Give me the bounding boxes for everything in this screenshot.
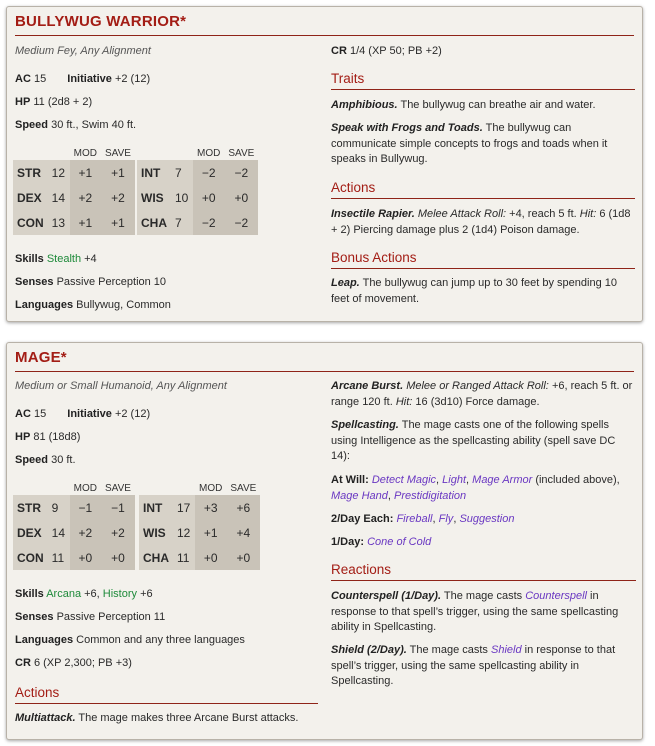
mage-skills-line	[15, 588, 153, 600]
ability-score: 11	[173, 545, 195, 570]
ability-save: +4	[226, 520, 260, 545]
languages-value: Bullywug, Common	[76, 299, 171, 311]
ability-save: +0	[226, 545, 260, 570]
ability-save: −2	[224, 210, 258, 235]
reactions-header: Reactions	[331, 562, 636, 581]
separator: ,	[432, 513, 436, 525]
cr-value: 6 (XP 2,300; PB +3)	[33, 657, 132, 669]
ability-save: −2	[224, 160, 258, 185]
ability-save: +0	[101, 545, 135, 570]
save-header: SAVE	[228, 147, 255, 159]
ability-name: INT	[137, 160, 171, 185]
spell-cone-of-cold-link[interactable]: Cone of Cold	[367, 536, 432, 548]
skill-history-value: +6	[140, 588, 153, 600]
action-text: The mage casts one of the following spells using Intelligence as the spellcasting ability (spell save DC 14):	[331, 419, 616, 462]
attack-roll-label: Melee Attack Roll:	[417, 208, 507, 220]
skill-stealth-value: +4	[84, 253, 97, 265]
ac-value: 15	[33, 408, 47, 420]
trait-name: Amphibious.	[331, 99, 398, 111]
initiative-label: Initiative	[67, 408, 112, 420]
ability-score: 12	[173, 520, 195, 545]
ability-score: 7	[171, 160, 193, 185]
save-header: SAVE	[230, 482, 257, 494]
action-text: The mage makes three Arcane Burst attacks.	[78, 712, 299, 724]
mage-subtitle: Medium or Small Humanoid, Any Alignment	[15, 380, 227, 392]
bullywug-cr-line	[331, 45, 442, 57]
ability-mod: +1	[195, 520, 226, 545]
spell-mage-armor-link[interactable]: Mage Armor	[472, 474, 533, 486]
reaction-text: The mage casts	[443, 590, 523, 602]
skills-label: Skills	[15, 588, 44, 600]
cr-label: CR	[331, 45, 347, 57]
spell-frequency-label: At Will:	[331, 474, 369, 486]
bullywug-subtitle: Medium Fey, Any Alignment	[15, 45, 151, 57]
reaction-counterspell	[331, 589, 629, 636]
senses-label: Senses	[15, 276, 54, 288]
ability-mod: +2	[70, 185, 101, 210]
ability-save: +2	[101, 520, 135, 545]
initiative-value: +2 (12)	[114, 408, 151, 420]
separator: ,	[466, 474, 470, 486]
ability-save: +6	[226, 495, 260, 520]
mage-title: MAGE*	[15, 349, 634, 372]
ability-row	[13, 185, 135, 210]
ability-row	[13, 495, 135, 520]
languages-value: Common and any three languages	[76, 634, 245, 646]
ac-label: AC	[15, 408, 31, 420]
trait-text: The bullywug can communicate simple concepts to frogs and toads when it speaks in Bullywug.	[331, 122, 608, 165]
ability-mod: +1	[70, 210, 101, 235]
reaction-name: Counterspell (1/Day).	[331, 590, 442, 602]
ability-row	[139, 520, 260, 545]
trait-amphibious	[331, 98, 631, 114]
ability-name: DEX	[13, 520, 48, 545]
reaction-text: in response to that spell’s trigger, using the same spellcasting ability in Spellcasting.	[331, 590, 619, 633]
ability-name: INT	[139, 495, 173, 520]
ability-save: −1	[101, 495, 135, 520]
reaction-text: The mage casts	[409, 644, 488, 656]
cr-value: 1/4 (XP 50; PB +2)	[349, 45, 442, 57]
spell-fireball-link[interactable]: Fireball	[396, 513, 433, 525]
action-name: Leap.	[331, 277, 360, 289]
mod-header: MOD	[73, 482, 98, 494]
mage-speed-line	[15, 454, 76, 466]
action-name: Insectile Rapier.	[331, 208, 415, 220]
senses-value: Passive Perception 11	[56, 611, 166, 623]
ability-mod: +0	[70, 545, 101, 570]
bullywug-stat-block	[6, 6, 643, 322]
bullywug-skills-line	[15, 253, 97, 265]
action-multiattack	[15, 711, 318, 727]
spell-fly-link[interactable]: Fly	[438, 513, 454, 525]
ability-score: 11	[48, 545, 70, 570]
reaction-text: in response to that spell’s trigger, using the same spellcasting ability in Spellcasting.	[331, 644, 616, 687]
skills-label: Skills	[15, 253, 44, 265]
hit-label: Hit:	[579, 208, 597, 220]
ability-row	[137, 185, 258, 210]
ability-row	[139, 545, 260, 570]
spells-one-per-day	[331, 535, 637, 551]
bullywug-ac-line	[15, 73, 150, 85]
ability-mod: −2	[193, 160, 224, 185]
ability-score: 13	[48, 210, 70, 235]
spell-mage-hand-link[interactable]: Mage Hand	[331, 489, 388, 502]
ability-name: DEX	[13, 185, 48, 210]
actions-header: Actions	[15, 685, 318, 704]
mage-stat-block	[6, 342, 643, 740]
ability-mod: −2	[193, 210, 224, 235]
bullywug-senses-line	[15, 276, 166, 288]
bonus-actions-header: Bonus Actions	[331, 250, 635, 269]
trait-name: Speak with Frogs and Toads.	[331, 122, 483, 134]
bullywug-languages-line	[15, 299, 171, 311]
mod-header: MOD	[73, 147, 98, 159]
skill-arcana-link[interactable]: Arcana	[46, 588, 82, 600]
senses-value: Passive Perception 10	[56, 276, 167, 288]
spell-light-link[interactable]: Light	[442, 474, 467, 486]
mage-ac-line	[15, 408, 150, 420]
ability-name: CON	[13, 210, 48, 235]
ac-label: AC	[15, 73, 31, 85]
hit-label: Hit:	[395, 395, 413, 408]
ability-mod: +1	[70, 160, 101, 185]
skill-history-link[interactable]: History	[102, 588, 138, 600]
ability-mod: +3	[195, 495, 226, 520]
ability-save: +2	[101, 185, 135, 210]
spell-shield-link[interactable]: Shield	[490, 644, 522, 656]
speed-label: Speed	[15, 454, 49, 466]
mage-abilities-right	[139, 481, 260, 570]
ability-save: +1	[101, 160, 135, 185]
mod-header: MOD	[199, 482, 223, 494]
spell-suggestion-link[interactable]: Suggestion	[459, 513, 515, 525]
languages-label: Languages	[15, 634, 74, 646]
ability-score: 14	[48, 185, 70, 210]
mage-languages-line	[15, 634, 245, 646]
ability-score: 17	[173, 495, 195, 520]
bullywug-speed-line	[15, 119, 136, 131]
action-name: Multiattack.	[15, 712, 76, 724]
hit-damage: 6 (1d8 + 2) Piercing damage plus 2 (1d4) Poison damage.	[331, 208, 631, 236]
ability-name: WIS	[137, 185, 171, 210]
ability-name: CON	[13, 545, 48, 570]
speed-label: Speed	[15, 119, 49, 131]
skill-arcana-value: +6,	[84, 588, 100, 600]
ability-save: +1	[101, 210, 135, 235]
save-header: SAVE	[105, 147, 131, 159]
action-name: Spellcasting.	[331, 419, 399, 431]
hp-label: HP	[15, 431, 31, 443]
ability-score: 14	[48, 520, 70, 545]
action-text: The bullywug can jump up to 30 feet by spending 10 feet of movement.	[331, 277, 617, 305]
separator: ,	[387, 489, 391, 502]
ability-mod: +0	[195, 545, 226, 570]
ability-row	[137, 210, 258, 235]
separator: ,	[453, 513, 457, 525]
ability-mod: −1	[70, 495, 101, 520]
spell-note: (included above),	[535, 474, 620, 486]
ability-row	[137, 160, 258, 185]
action-spellcasting	[331, 418, 631, 465]
save-header: SAVE	[105, 482, 131, 494]
hp-label: HP	[15, 96, 31, 108]
spells-two-per-day	[331, 512, 637, 528]
mage-senses-line	[15, 611, 165, 623]
reaction-name: Shield (2/Day).	[331, 644, 407, 656]
senses-label: Senses	[15, 611, 54, 623]
actions-header: Actions	[331, 180, 635, 199]
spell-frequency-label: 1/Day:	[331, 536, 365, 548]
ability-name: CHA	[137, 210, 171, 235]
ability-score: 12	[48, 160, 70, 185]
spell-counterspell-link[interactable]: Counterspell	[525, 590, 587, 602]
cr-label: CR	[15, 657, 31, 669]
spell-prestidigitation-link[interactable]: Prestidigitation	[394, 489, 467, 502]
ability-row	[13, 160, 135, 185]
ability-score: 7	[171, 210, 193, 235]
ability-name: CHA	[139, 545, 173, 570]
action-arcane-burst	[331, 379, 637, 410]
speed-value: 30 ft.	[51, 454, 76, 466]
reaction-shield	[331, 643, 629, 690]
initiative-label: Initiative	[67, 73, 112, 85]
ability-row	[139, 495, 260, 520]
bullywug-abilities-left	[13, 146, 135, 235]
spells-at-will	[331, 473, 637, 504]
ability-mod: +0	[193, 185, 224, 210]
ability-row	[13, 520, 135, 545]
hp-value: 81 (18d8)	[33, 431, 81, 443]
bullywug-hp-line	[15, 96, 92, 108]
ability-mod: +2	[70, 520, 101, 545]
ac-value: 15	[33, 73, 47, 85]
traits-header: Traits	[331, 71, 635, 90]
mod-header: MOD	[197, 147, 221, 159]
hit-damage: 16 (3d10) Force damage.	[415, 395, 540, 408]
separator: ,	[436, 474, 440, 486]
bullywug-title: BULLYWUG WARRIOR*	[15, 13, 634, 36]
hp-value: 11 (2d8 + 2)	[33, 96, 93, 108]
bonus-action-leap	[331, 276, 631, 307]
ability-score: 10	[171, 185, 193, 210]
mage-hp-line	[15, 431, 80, 443]
trait-text: The bullywug can breathe air and water.	[400, 99, 596, 111]
action-name: Arcane Burst.	[331, 380, 404, 392]
attack-reach: +6, reach 5 ft. or range 120 ft.	[331, 380, 633, 408]
mage-cr-line	[15, 657, 132, 669]
ability-score: 9	[48, 495, 70, 520]
ability-name: STR	[13, 495, 48, 520]
skill-stealth-link[interactable]: Stealth	[46, 253, 82, 265]
mage-abilities-left	[13, 481, 135, 570]
ability-name: STR	[13, 160, 48, 185]
trait-speak-with-frogs	[331, 121, 627, 168]
ability-name: WIS	[139, 520, 173, 545]
bullywug-abilities-right	[137, 146, 258, 235]
attack-roll-label: Melee or Ranged Attack Roll:	[406, 380, 549, 392]
spell-detect-magic-link[interactable]: Detect Magic	[371, 474, 437, 486]
attack-reach: +4, reach 5 ft.	[509, 208, 577, 220]
languages-label: Languages	[15, 299, 74, 311]
ability-row	[13, 545, 135, 570]
action-insectile-rapier	[331, 207, 633, 238]
ability-save: +0	[224, 185, 258, 210]
spell-frequency-label: 2/Day Each:	[331, 513, 394, 525]
ability-row	[13, 210, 135, 235]
initiative-value: +2 (12)	[114, 73, 151, 85]
speed-value: 30 ft., Swim 40 ft.	[51, 119, 137, 131]
